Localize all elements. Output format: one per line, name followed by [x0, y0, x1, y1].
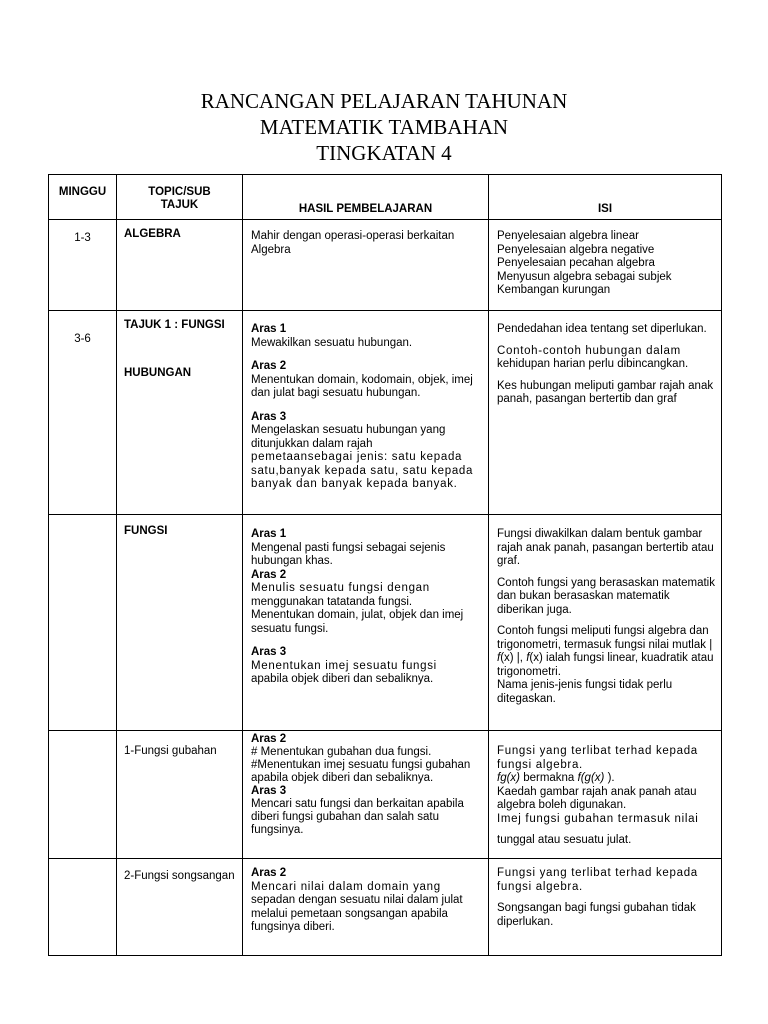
- list-item: Menyusun algebra sebagai subjek: [497, 270, 672, 283]
- table-row: [49, 311, 722, 515]
- row-hasil: Aras 2 Mencari nilai dalam domain yang sepadan dengan sesuatu nilai dalam julat melalui pemetaan songsangan apabila fungsinya diberi.: [243, 859, 489, 956]
- row-isi: [489, 220, 722, 311]
- table-row: [49, 731, 722, 859]
- row-isi: Fungsi yang terlibat terhad kepada fungsi algebra. Songsangan bagi fungsi gubahan tidak diperlukan.: [489, 859, 722, 956]
- row-isi: Pendedahan idea tentang set diperlukan. Contoh-contoh hubungan dalam kehidupan harian perlu dibincangkan. Kes hubungan meliputi gambar rajah anak panah, pasangan bertertib dan graf: [489, 311, 722, 515]
- row-topic: 2-Fungsi songsangan: [117, 859, 243, 956]
- row-isi: Fungsi yang terlibat terhad kepada fungsi algebra. fg(x) bermakna f(g(x) ). Kaedah gambar rajah anak panah atau algebra boleh digunakan. Imej fungsi gubahan termasuk nilai tunggal atau sesuatu julat.: [489, 731, 722, 859]
- header-hasil: HASIL PEMBELAJARAN: [243, 175, 489, 220]
- list-item: Kembangan kurungan: [497, 284, 611, 296]
- table-header-row: [49, 175, 722, 220]
- table-row: [49, 859, 722, 956]
- lesson-plan-table: [48, 174, 722, 956]
- document-title-line3: TINGKATAN 4: [316, 141, 452, 165]
- list-item: Penyelesaian algebra linear: [497, 230, 639, 242]
- header-isi: ISI: [489, 175, 722, 220]
- row-hasil: Aras 2 # Menentukan gubahan dua fungsi. #Menentukan imej sesuatu fungsi gubahan apabila objek diberi dan sebaliknya. Aras 3 Mencari satu fungsi dan berkaitan apabila diberi fungsi gubahan dan salah satu fungsinya.: [243, 731, 489, 859]
- row-minggu: [49, 515, 117, 731]
- row-minggu: 3-6: [49, 311, 117, 515]
- document-title-line2: MATEMATIK TAMBAHAN: [259, 115, 509, 139]
- row-hasil: Mahir dengan operasi-operasi berkaitan Algebra: [243, 220, 489, 311]
- row-minggu: 1-3: [49, 220, 117, 311]
- row-topic: ALGEBRA: [117, 220, 243, 311]
- list-item: Penyelesaian pecahan algebra: [497, 257, 655, 269]
- row-hasil: Aras 1 Mengenal pasti fungsi sebagai sejenis hubungan khas. Aras 2 Menulis sesuatu fungsi dengan menggunakan tatatanda fungsi. Menentukan domain, julat, objek dan imej sesuatu fungsi. Aras 3 Menentukan imej sesuatu fungsi apabila objek diberi dan sebaliknya.: [243, 515, 489, 731]
- list-item: Penyelesaian algebra negative: [497, 243, 655, 256]
- row-hasil: Aras 1 Mewakilkan sesuatu hubungan. Aras 2 Menentukan domain, kodomain, objek, imej dan julat bagi sesuatu hubungan. Aras 3 Mengelaskan sesuatu hubungan yang ditunjukkan dalam rajah pemetaansebagai jenis: satu kepada satu,banyak kepada satu, satu kepada banyak dan banyak kepada banyak.: [243, 311, 489, 515]
- row-minggu: [49, 859, 117, 956]
- header-minggu: MINGGU: [49, 175, 117, 220]
- row-topic: FUNGSI: [117, 515, 243, 731]
- row-topic: TAJUK 1 : FUNGSI HUBUNGAN: [117, 311, 243, 515]
- table-row: [49, 515, 722, 731]
- header-topic: TOPIC/SUB TAJUK: [117, 175, 243, 220]
- document-title-line1: RANCANGAN PELAJARAN TAHUNAN: [200, 89, 568, 113]
- table-row: [49, 220, 722, 311]
- row-topic: 1-Fungsi gubahan: [117, 731, 243, 859]
- row-minggu: [49, 731, 117, 859]
- row-isi: Fungsi diwakilkan dalam bentuk gambar rajah anak panah, pasangan bertertib atau graf. Contoh fungsi yang berasaskan matematik dan bukan berasaskan matematik diberikan juga. Contoh fungsi meliputi fungsi algebra dan trigonometri, termasuk fungsi nilai mutlak | f(x) |, f(x) ialah fungsi linear, kuadratik atau trigonometri. Nama jenis-jenis fungsi tidak perlu ditegaskan.: [489, 515, 722, 731]
